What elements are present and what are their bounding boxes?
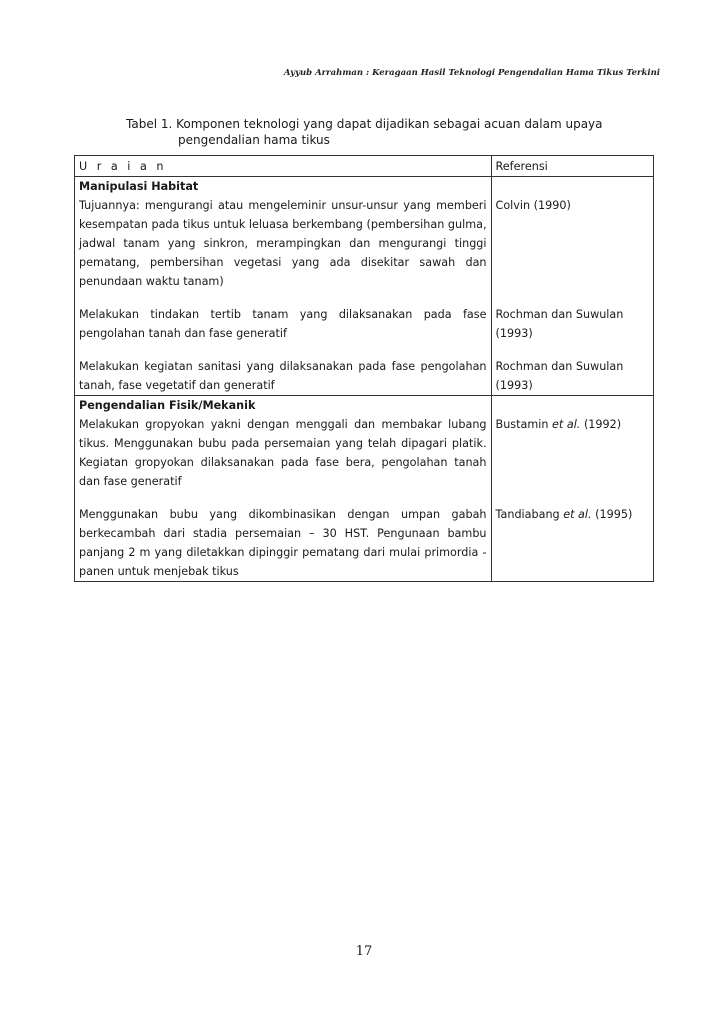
ref-etal: et al.: [552, 418, 581, 431]
ref-year: (1995): [595, 508, 633, 521]
page-number: 17: [355, 944, 373, 959]
section-title-row: [75, 396, 654, 416]
header-uraian: U r a i a n: [75, 156, 492, 177]
running-header: Ayyub Arrahman : Keragaan Hasil Teknologi Pengendalian Hama Tikus Terkini: [283, 68, 660, 78]
row-text: Melakukan gropyokan yakni dengan menggali dan membakar lubang tikus. Menggunakan bubu pada persemaian yang telah dipagari platik. Kegiatan gropyokan dilaksanakan pada fase bera, pengolahan tanah dan fase generatif: [75, 415, 492, 491]
table-row: [75, 357, 654, 396]
table-header-row: [75, 156, 654, 177]
technology-components-table: [74, 155, 654, 582]
row-ref: Colvin (1990): [491, 196, 653, 291]
section-title-row: [75, 177, 654, 197]
table-row: [75, 305, 654, 343]
table-caption: [126, 116, 646, 148]
caption-line-2: pengendalian hama tikus: [178, 133, 330, 147]
ref-year: (1992): [583, 418, 622, 431]
section-title-pengendalian-fisik: Pengendalian Fisik/Mekanik: [75, 396, 492, 416]
table-row: [75, 505, 654, 582]
row-ref: Rochman dan Suwulan (1993): [491, 305, 653, 343]
section-title-manipulasi-habitat: Manipulasi Habitat: [75, 177, 492, 197]
row-ref: [491, 415, 653, 491]
header-referensi: Referensi: [491, 156, 653, 177]
row-ref: Rochman dan Suwulan (1993): [491, 357, 653, 396]
row-text: Menggunakan bubu yang dikombinasikan dengan umpan gabah berkecambah dari stadia persemaian – 30 HST. Pengunaan bambu panjang 2 m yang diletakkan dipinggir pematang dari mulai primordia - panen untuk menjebak tikus: [75, 505, 492, 582]
row-text: Tujuannya: mengurangi atau mengeleminir unsur-unsur yang memberi kesempatan pada tikus untuk leluasa berkembang (pembersihan gulma, jadwal tanam yang sinkron, merampingkan dan mengurangi tinggi pematang, pembersihan vegetasi yang ada disekitar sawah dan penundaan waktu tanam): [75, 196, 492, 291]
table-row: [75, 415, 654, 491]
ref-etal: et al.: [563, 508, 592, 521]
row-text: Melakukan kegiatan sanitasi yang dilaksanakan pada fase pengolahan tanah, fase vegetatif dan generatif: [75, 357, 492, 396]
ref-name: Bustamin: [495, 418, 549, 431]
caption-line-1: Tabel 1. Komponen teknologi yang dapat dijadikan sebagai acuan dalam upaya: [126, 117, 603, 131]
table-row: [75, 196, 654, 291]
row-text: Melakukan tindakan tertib tanam yang dilaksanakan pada fase pengolahan tanah dan fase generatif: [75, 305, 492, 343]
row-ref: [491, 505, 653, 582]
ref-name: Tandiabang: [495, 508, 560, 521]
